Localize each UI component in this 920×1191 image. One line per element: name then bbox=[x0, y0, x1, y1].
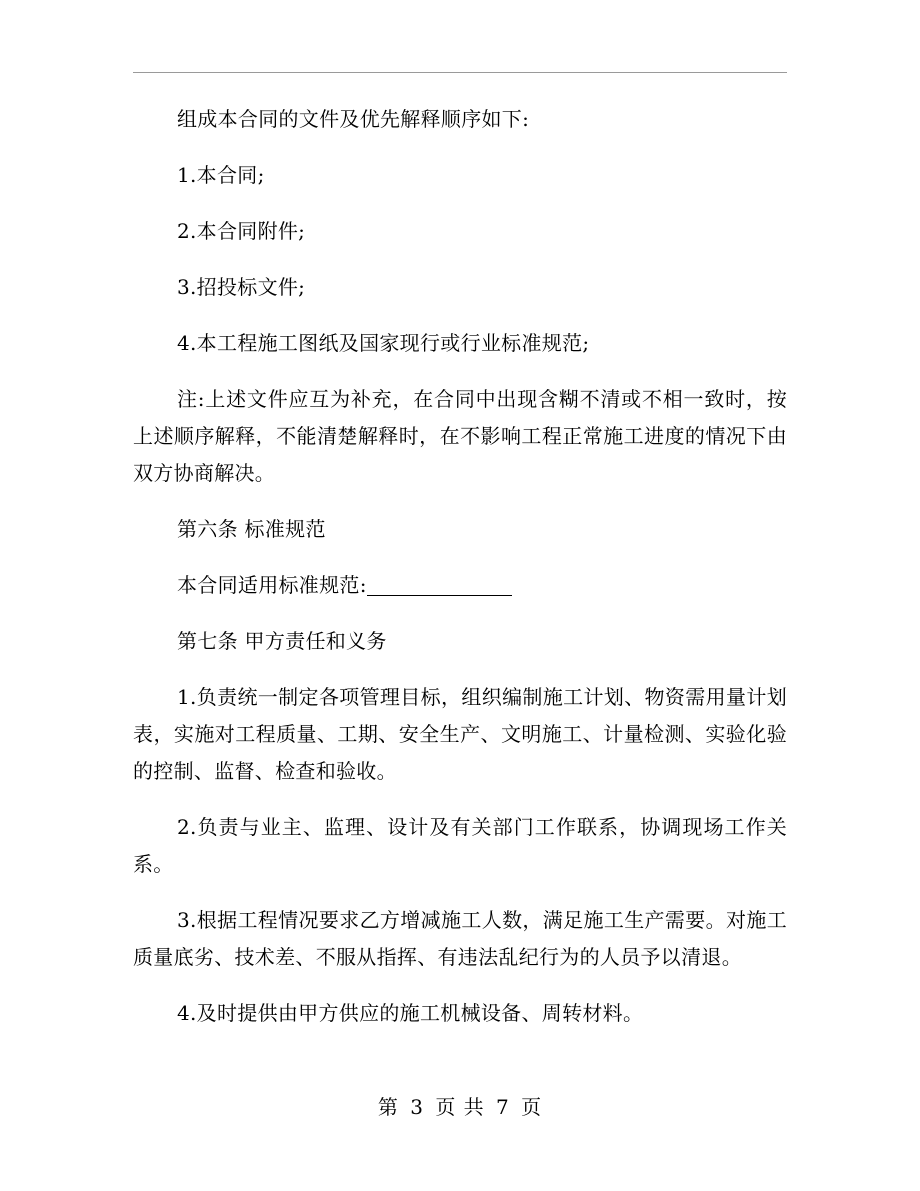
header-rule bbox=[133, 72, 787, 73]
list-item-2: 2.本合同附件; bbox=[177, 219, 306, 243]
footer-label-of: 页 共 bbox=[435, 1095, 485, 1119]
standards-label: 本合同适用标准规范: bbox=[177, 573, 367, 597]
page-footer bbox=[0, 1092, 920, 1122]
duty-item-1: 1.负责统一制定各项管理目标，组织编制施工计划、物资需用量计划表，实施对工程质量、工期、安全生产、文明施工、计量检测、实验化验的控制、监督、检查和验收。 bbox=[133, 685, 787, 783]
document-body bbox=[133, 101, 787, 1051]
paragraph-intro: 组成本合同的文件及优先解释顺序如下: bbox=[177, 107, 530, 131]
section-heading-7: 第七条 甲方责任和义务 bbox=[177, 629, 387, 653]
footer-total-pages: 7 bbox=[496, 1095, 510, 1119]
duty-item-4: 4.及时提供由甲方供应的施工机械设备、周转材料。 bbox=[177, 1001, 644, 1025]
paragraph-standards bbox=[133, 567, 787, 604]
footer-label-page: 第 bbox=[377, 1095, 399, 1119]
duty-item-2: 2.负责与业主、监理、设计及有关部门工作联系，协调现场工作关系。 bbox=[133, 815, 787, 876]
section-heading-6: 第六条 标准规范 bbox=[177, 517, 326, 541]
duty-item-3: 3.根据工程情况要求乙方增减施工人数，满足施工生产需要。对施工质量底劣、技术差、不服从指挥、有违法乱纪行为的人员予以清退。 bbox=[133, 908, 787, 969]
list-item-1: 1.本合同; bbox=[177, 163, 265, 187]
footer-current-page: 3 bbox=[410, 1095, 424, 1119]
footer-label-end: 页 bbox=[521, 1095, 543, 1119]
list-item-4: 4.本工程施工图纸及国家现行或行业标准规范; bbox=[177, 331, 590, 355]
standards-blank-line bbox=[367, 571, 512, 596]
paragraph-note: 注:上述文件应互为补充，在合同中出现含糊不清或不相一致时，按上述顺序解释，不能清楚解释时，在不影响工程正常施工进度的情况下由双方协商解决。 bbox=[133, 387, 787, 485]
list-item-3: 3.招投标文件; bbox=[177, 275, 306, 299]
